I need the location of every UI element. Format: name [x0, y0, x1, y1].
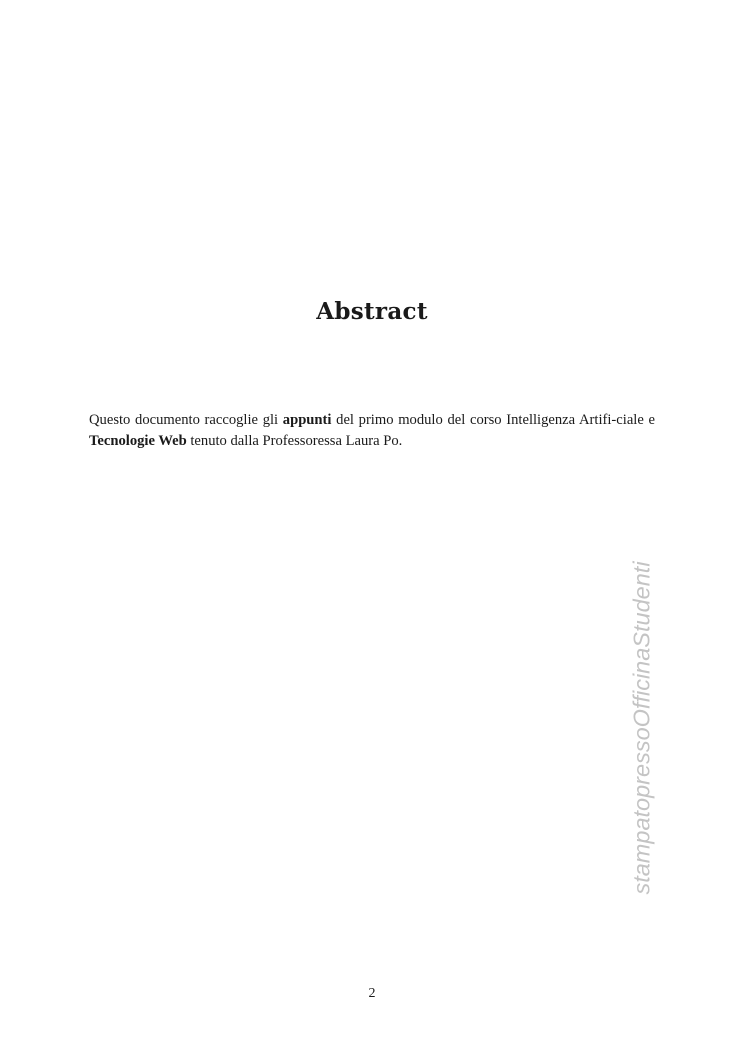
watermark-text: stampatopressoOfficinaStudenti — [628, 561, 655, 895]
abstract-paragraph — [89, 410, 655, 452]
abstract-bold-appunti: appunti — [282, 412, 332, 428]
page-number: 2 — [368, 986, 376, 1001]
abstract-text-part2: del primo modulo del corso Intelligenza Artifi-ciale e — [331, 412, 655, 428]
page-title: Abstract — [316, 298, 428, 325]
abstract-bold-tecnologie-web: Tecnologie Web — [89, 433, 187, 449]
abstract-text-part3: tenuto dalla Professoressa Laura Po. — [186, 433, 403, 449]
abstract-text-part1: Questo documento raccoglie gli — [89, 412, 283, 428]
